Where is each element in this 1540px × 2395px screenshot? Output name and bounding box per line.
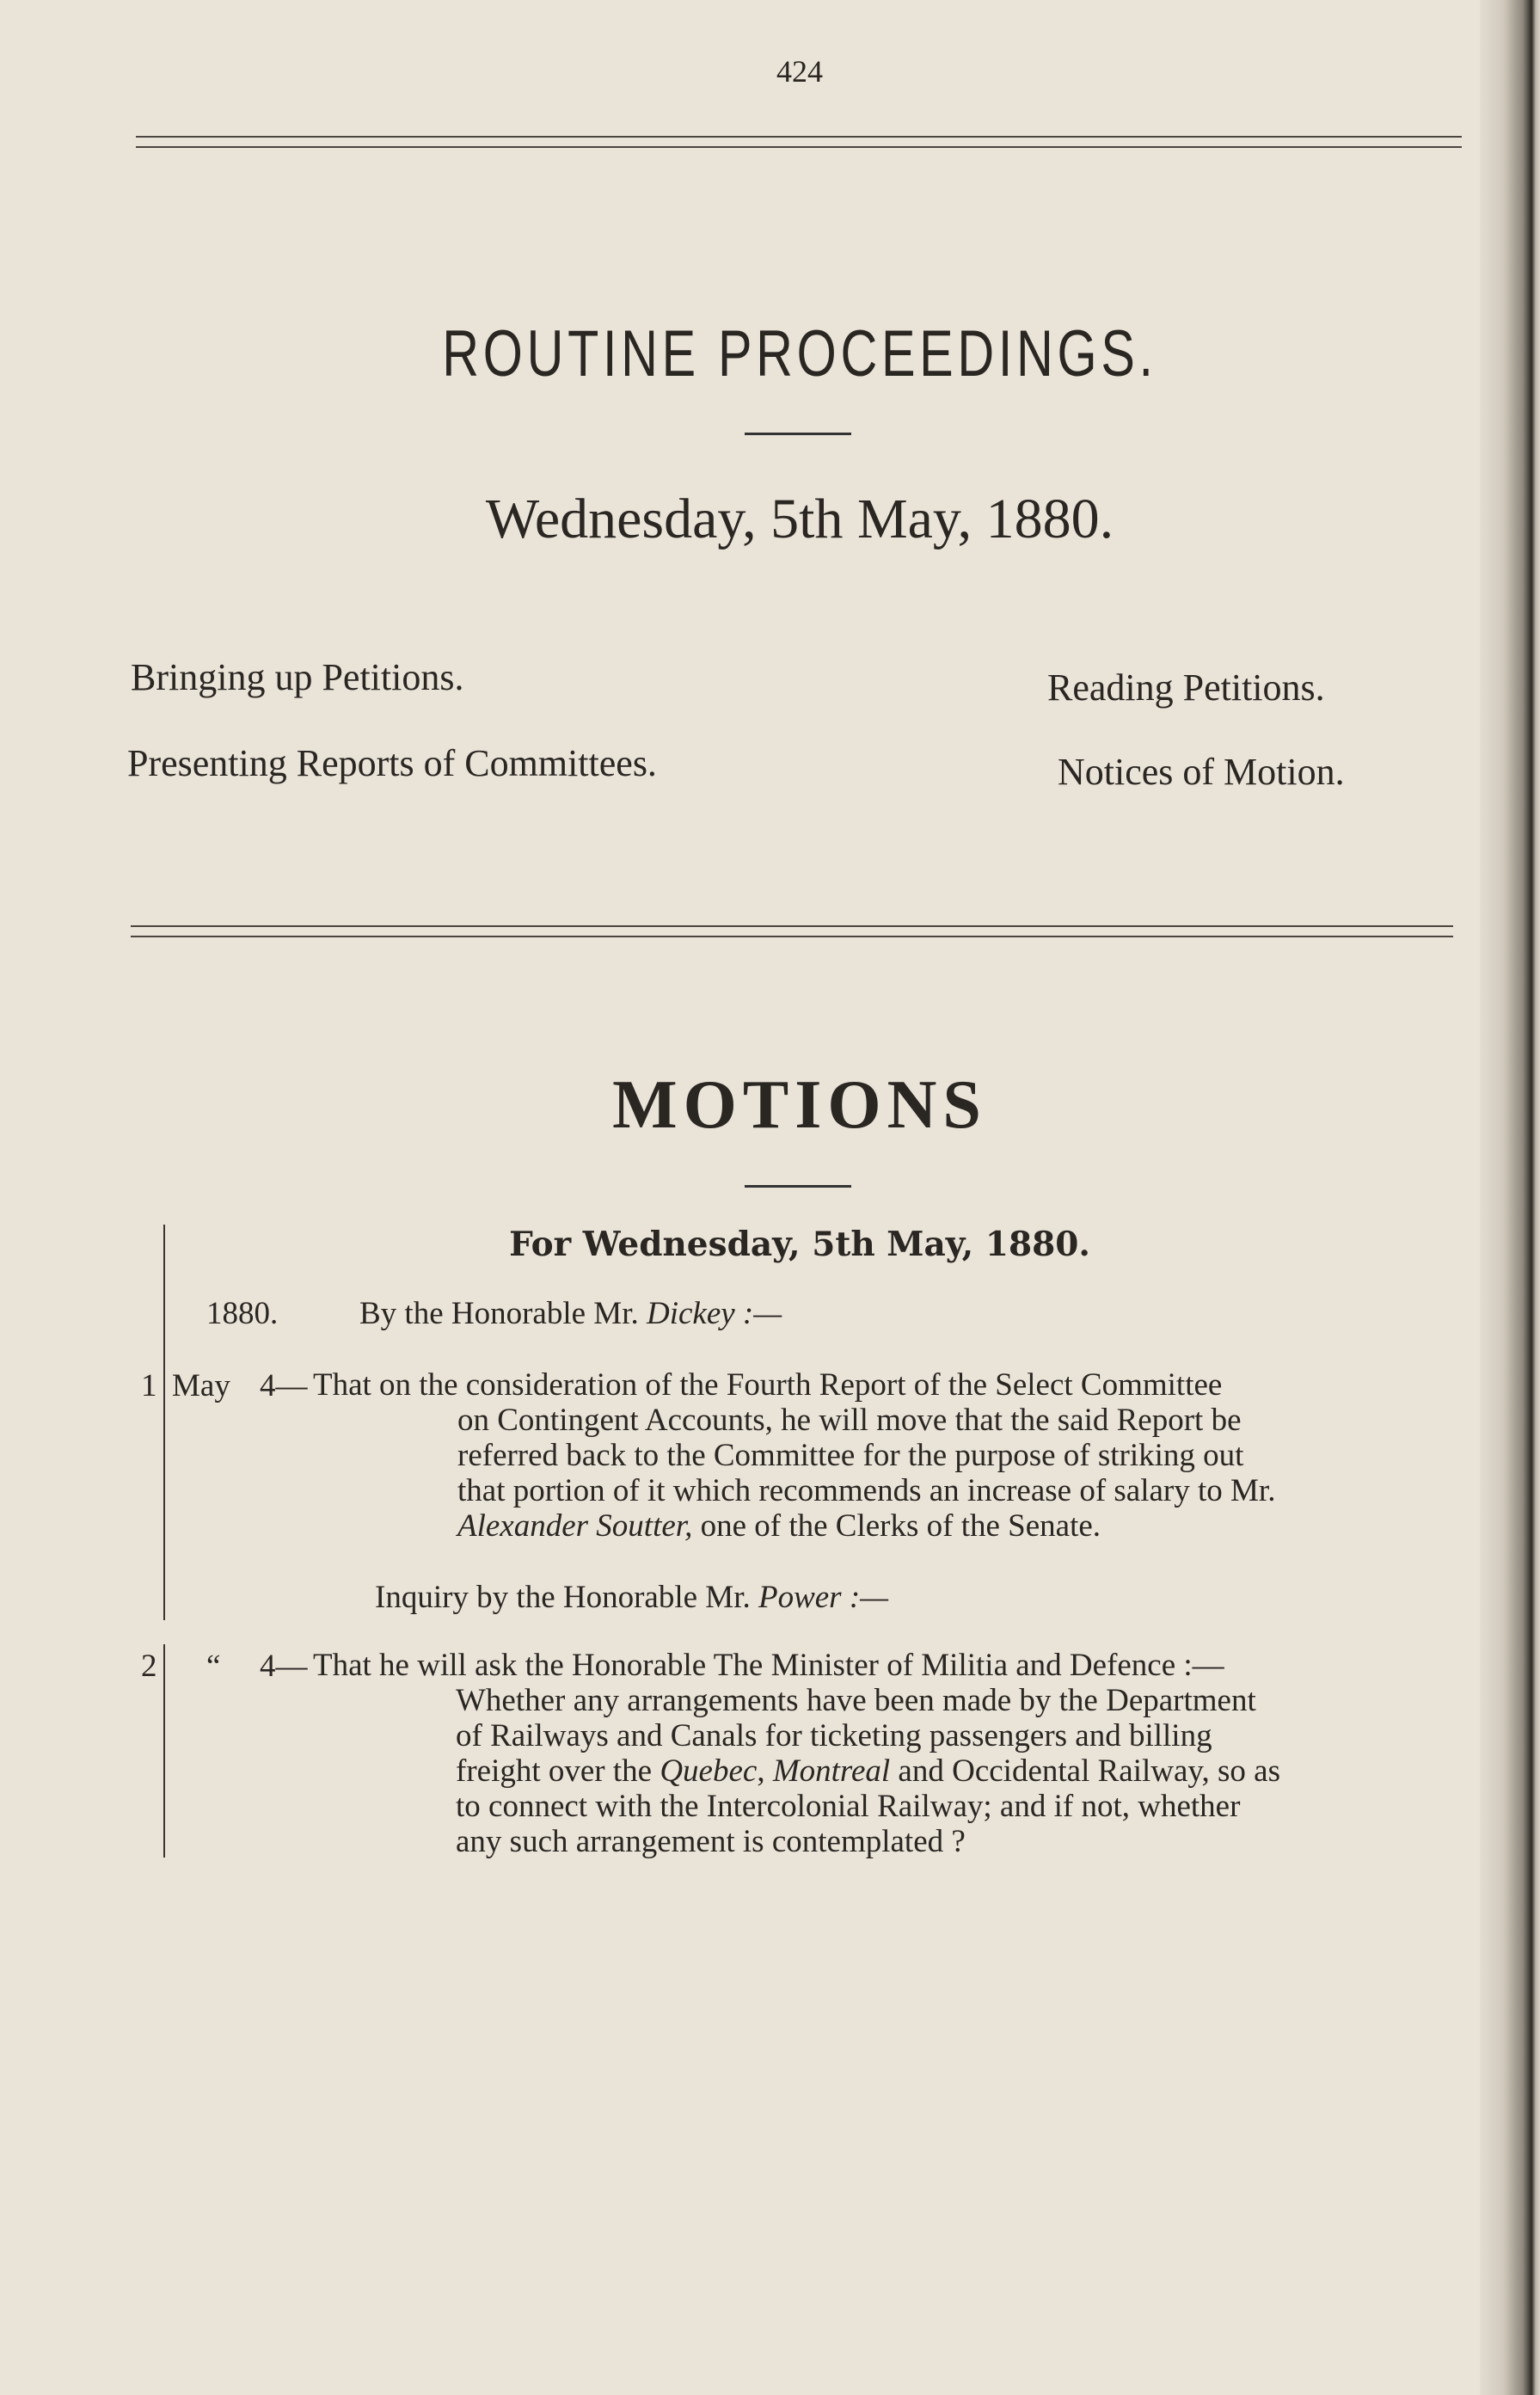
motion-1-text-cont: on Contingent Accounts, he will move that the said Report be referred back to the Committee for the purpose of striking out that portion of it which recommends an increase of salary to Mr. Alexander Soutter, one of the Clerks of the Senate.: [457, 1403, 1276, 1544]
item-bringing-up-petitions: Bringing up Petitions.: [131, 656, 464, 698]
motion-1-mover: By the Honorable Mr. Dickey :—: [359, 1296, 782, 1331]
motion-1-number: 1: [141, 1368, 157, 1403]
item-notices-of-motion: Notices of Motion.: [1058, 751, 1345, 793]
motion-1-month: May: [172, 1368, 230, 1403]
routine-proceedings-title: ROUTINE PROCEEDINGS.: [442, 317, 1157, 390]
motions-title: MOTIONS: [612, 1067, 987, 1143]
margin-bar-1: [163, 1225, 165, 1620]
header-rule-top: [136, 136, 1462, 138]
motion-2-inquirer: Inquiry by the Honorable Mr. Power :—: [375, 1580, 889, 1615]
motions-for-heading: For Wednesday, 5th May, 1880.: [509, 1225, 1090, 1264]
year-label: 1880.: [206, 1296, 279, 1331]
book-spine-shadow: [1480, 0, 1540, 2395]
section-rule-bottom: [131, 936, 1453, 937]
routine-date: Wednesday, 5th May, 1880.: [485, 488, 1114, 550]
motion-2-day: 4—: [260, 1649, 308, 1684]
title-divider: [745, 433, 851, 435]
section-rule-top: [131, 925, 1453, 927]
motion-2-first-line: That he will ask the Honorable The Minister of Militia and Defence :—: [313, 1648, 1224, 1683]
motions-divider: [745, 1185, 851, 1188]
motion-1-day: 4—: [260, 1368, 308, 1403]
motion-2-text: Whether any arrangements have been made by the Department of Railways and Canals for ticketing passengers and billing freight over the Quebec, Montreal and Occidental Railway, so as to connect with the Intercolonial Railway; and if not, whether any such arrangement is contemplated ?: [456, 1683, 1280, 1859]
margin-bar-2: [163, 1644, 165, 1858]
item-reading-petitions: Reading Petitions.: [1047, 666, 1325, 709]
motion-2-number: 2: [141, 1649, 157, 1684]
motion-2-ditto: “: [206, 1649, 221, 1684]
motion-1-text: That on the consideration of the Fourth Report of the Select Committee: [313, 1367, 1223, 1403]
header-rule-bottom: [136, 146, 1462, 148]
page-number: 424: [776, 54, 823, 89]
item-presenting-reports: Presenting Reports of Committees.: [127, 742, 657, 784]
